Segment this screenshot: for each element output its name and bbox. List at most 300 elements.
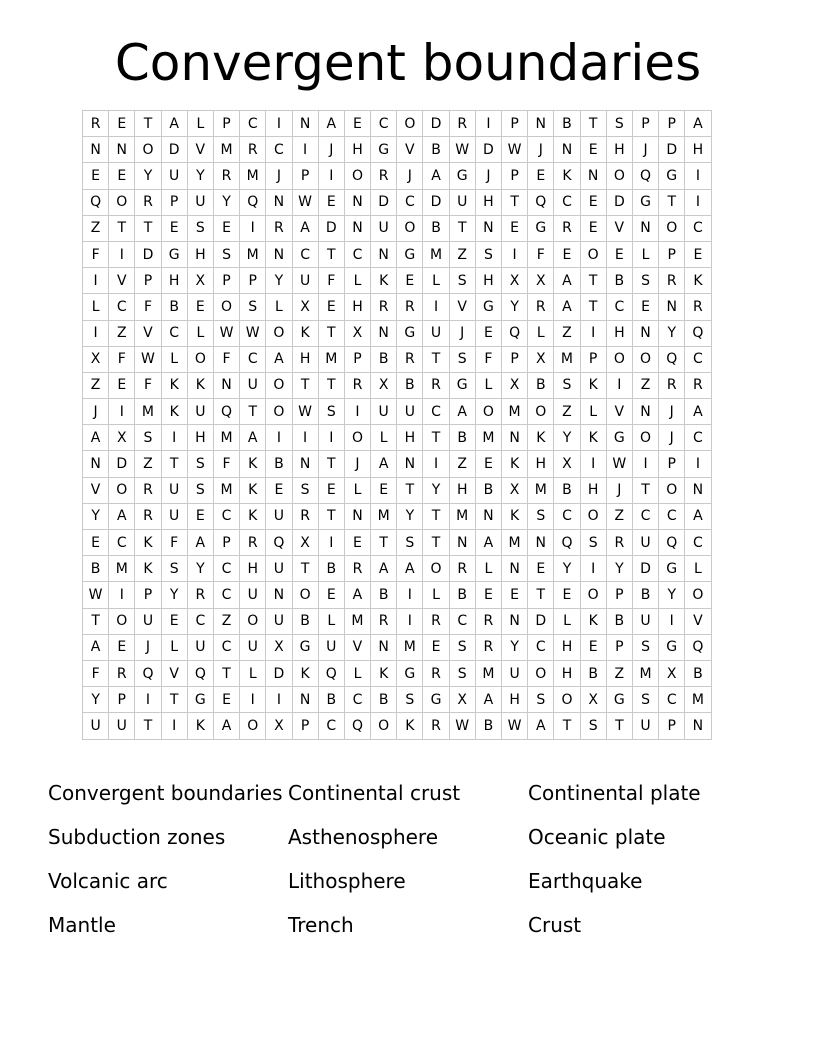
grid-cell: N — [344, 189, 370, 215]
grid-cell: G — [449, 163, 475, 189]
grid-cell: G — [659, 634, 685, 660]
grid-cell: M — [528, 477, 554, 503]
grid-cell: T — [554, 713, 580, 739]
grid-cell: C — [685, 425, 711, 451]
grid-cell: H — [554, 634, 580, 660]
grid-cell: Y — [83, 503, 109, 529]
grid-cell: I — [109, 399, 135, 425]
grid-cell: L — [266, 294, 292, 320]
grid-cell: M — [475, 660, 501, 686]
grid-cell: C — [240, 111, 266, 137]
grid-cell: I — [266, 425, 292, 451]
grid-cell: D — [423, 189, 449, 215]
grid-cell: T — [423, 503, 449, 529]
grid-cell: U — [423, 320, 449, 346]
grid-cell: I — [580, 320, 606, 346]
grid-cell: R — [397, 294, 423, 320]
grid-cell: Y — [266, 268, 292, 294]
grid-cell: U — [266, 503, 292, 529]
grid-cell: Q — [344, 713, 370, 739]
grid-cell: N — [371, 241, 397, 267]
grid-cell: B — [397, 372, 423, 398]
grid-cell: Q — [240, 189, 266, 215]
grid-cell: C — [109, 294, 135, 320]
grid-cell: I — [659, 608, 685, 634]
grid-cell: E — [318, 189, 344, 215]
word-list-item: Volcanic arc — [48, 869, 168, 893]
grid-cell: Z — [449, 241, 475, 267]
grid-row — [83, 608, 712, 634]
grid-cell: P — [606, 582, 632, 608]
grid-cell: G — [659, 556, 685, 582]
grid-cell: Y — [213, 189, 239, 215]
grid-cell: N — [371, 320, 397, 346]
grid-cell: R — [135, 189, 161, 215]
grid-cell: P — [606, 634, 632, 660]
grid-cell: Q — [187, 660, 213, 686]
grid-cell: J — [449, 320, 475, 346]
grid-cell: M — [135, 399, 161, 425]
grid-cell: K — [502, 451, 528, 477]
grid-cell: T — [318, 320, 344, 346]
grid-cell: W — [502, 713, 528, 739]
grid-cell: N — [685, 477, 711, 503]
grid-cell: W — [292, 399, 318, 425]
word-list-item: Continental crust — [288, 781, 461, 805]
grid-cell: Y — [502, 634, 528, 660]
grid-row — [83, 634, 712, 660]
grid-cell: U — [632, 530, 658, 556]
grid-cell: K — [580, 372, 606, 398]
grid-cell: U — [109, 713, 135, 739]
grid-row — [83, 268, 712, 294]
grid-cell: Q — [685, 634, 711, 660]
grid-cell: X — [187, 268, 213, 294]
grid-cell: C — [423, 399, 449, 425]
grid-cell: X — [449, 687, 475, 713]
grid-cell: T — [606, 713, 632, 739]
grid-cell: C — [659, 687, 685, 713]
grid-cell: H — [187, 241, 213, 267]
grid-cell: Y — [161, 582, 187, 608]
grid-cell: H — [606, 320, 632, 346]
grid-cell: H — [685, 137, 711, 163]
grid-cell: K — [240, 477, 266, 503]
grid-cell: O — [266, 372, 292, 398]
grid-cell: O — [344, 425, 370, 451]
grid-cell: Y — [397, 503, 423, 529]
grid-cell: O — [266, 320, 292, 346]
grid-cell: R — [371, 163, 397, 189]
grid-cell: R — [83, 111, 109, 137]
grid-cell: U — [135, 608, 161, 634]
grid-cell: A — [187, 530, 213, 556]
grid-row — [83, 451, 712, 477]
grid-cell: K — [397, 713, 423, 739]
grid-cell: E — [685, 241, 711, 267]
grid-cell: I — [240, 215, 266, 241]
grid-cell: N — [292, 687, 318, 713]
grid-cell: G — [423, 687, 449, 713]
word-list-item: Earthquake — [528, 869, 643, 893]
grid-cell: S — [606, 111, 632, 137]
grid-cell: I — [135, 687, 161, 713]
grid-cell: T — [318, 372, 344, 398]
grid-cell: D — [318, 215, 344, 241]
grid-cell: U — [187, 189, 213, 215]
grid-cell: H — [397, 425, 423, 451]
grid-cell: I — [318, 163, 344, 189]
grid-cell: Q — [685, 320, 711, 346]
grid-cell: O — [292, 582, 318, 608]
grid-cell: R — [423, 608, 449, 634]
grid-cell: L — [423, 582, 449, 608]
grid-cell: O — [187, 346, 213, 372]
grid-cell: H — [606, 137, 632, 163]
grid-cell: O — [135, 137, 161, 163]
grid-cell: C — [240, 346, 266, 372]
grid-cell: A — [423, 163, 449, 189]
grid-cell: M — [554, 346, 580, 372]
grid-cell: P — [240, 268, 266, 294]
grid-cell: G — [187, 687, 213, 713]
grid-cell: B — [423, 137, 449, 163]
grid-cell: V — [606, 215, 632, 241]
grid-cell: D — [135, 241, 161, 267]
grid-cell: K — [502, 503, 528, 529]
grid-cell: Q — [135, 660, 161, 686]
grid-row — [83, 687, 712, 713]
grid-cell: E — [502, 582, 528, 608]
grid-cell: S — [161, 556, 187, 582]
grid-cell: Z — [554, 320, 580, 346]
grid-cell: F — [475, 346, 501, 372]
grid-cell: N — [371, 634, 397, 660]
grid-cell: S — [580, 530, 606, 556]
grid-cell: S — [292, 477, 318, 503]
grid-cell: D — [266, 660, 292, 686]
grid-cell: E — [580, 215, 606, 241]
grid-cell: H — [344, 137, 370, 163]
grid-cell: C — [397, 189, 423, 215]
grid-cell: T — [318, 503, 344, 529]
grid-row — [83, 163, 712, 189]
grid-cell: H — [187, 425, 213, 451]
grid-cell: J — [659, 399, 685, 425]
grid-cell: O — [371, 713, 397, 739]
grid-cell: O — [240, 713, 266, 739]
grid-cell: D — [161, 137, 187, 163]
grid-cell: X — [502, 372, 528, 398]
grid-cell: S — [632, 634, 658, 660]
grid-cell: R — [292, 503, 318, 529]
grid-cell: E — [580, 137, 606, 163]
grid-cell: E — [109, 111, 135, 137]
grid-cell: I — [580, 451, 606, 477]
grid-cell: C — [449, 608, 475, 634]
grid-cell: F — [135, 372, 161, 398]
grid-cell: H — [449, 477, 475, 503]
grid-cell: C — [213, 582, 239, 608]
grid-cell: V — [685, 608, 711, 634]
grid-cell: U — [632, 713, 658, 739]
grid-cell: D — [371, 189, 397, 215]
grid-row — [83, 556, 712, 582]
grid-cell: N — [632, 399, 658, 425]
grid-cell: B — [161, 294, 187, 320]
grid-cell: M — [213, 137, 239, 163]
grid-cell: K — [292, 660, 318, 686]
grid-cell: C — [659, 503, 685, 529]
grid-cell: K — [240, 503, 266, 529]
grid-cell: R — [371, 608, 397, 634]
grid-cell: F — [135, 294, 161, 320]
grid-cell: X — [528, 268, 554, 294]
grid-cell: Q — [266, 530, 292, 556]
grid-cell: C — [266, 137, 292, 163]
grid-cell: K — [187, 713, 213, 739]
grid-cell: J — [659, 425, 685, 451]
grid-cell: L — [161, 634, 187, 660]
grid-cell: C — [213, 634, 239, 660]
grid-cell: E — [109, 163, 135, 189]
grid-cell: E — [606, 241, 632, 267]
grid-cell: E — [213, 215, 239, 241]
grid-cell: U — [240, 634, 266, 660]
grid-cell: G — [528, 215, 554, 241]
grid-cell: S — [187, 477, 213, 503]
grid-cell: V — [109, 268, 135, 294]
grid-cell: J — [528, 137, 554, 163]
grid-cell: I — [292, 425, 318, 451]
grid-cell: U — [502, 660, 528, 686]
grid-cell: B — [449, 582, 475, 608]
grid-cell: G — [606, 425, 632, 451]
grid-cell: T — [423, 530, 449, 556]
grid-cell: D — [109, 451, 135, 477]
page-title: Convergent boundaries — [114, 34, 702, 92]
grid-cell: D — [423, 111, 449, 137]
grid-cell: E — [83, 163, 109, 189]
grid-cell: O — [606, 346, 632, 372]
grid-cell: P — [161, 189, 187, 215]
grid-cell: C — [292, 241, 318, 267]
grid-cell: H — [344, 294, 370, 320]
grid-cell: M — [397, 634, 423, 660]
grid-cell: M — [502, 399, 528, 425]
grid-cell: R — [606, 530, 632, 556]
grid-cell: U — [632, 608, 658, 634]
word-list — [48, 780, 768, 939]
grid-cell: S — [318, 399, 344, 425]
grid-cell: G — [606, 687, 632, 713]
grid-cell: R — [187, 582, 213, 608]
grid-cell: O — [632, 346, 658, 372]
word-list-item: Convergent boundaries — [48, 781, 283, 805]
word-list-item: Crust — [528, 913, 582, 937]
grid-cell: E — [187, 294, 213, 320]
grid-cell: U — [371, 399, 397, 425]
grid-cell: E — [423, 634, 449, 660]
grid-cell: B — [554, 111, 580, 137]
grid-cell: A — [397, 556, 423, 582]
grid-cell: I — [423, 451, 449, 477]
grid-cell: W — [449, 713, 475, 739]
grid-cell: S — [449, 634, 475, 660]
grid-cell: C — [685, 215, 711, 241]
grid-cell: O — [528, 399, 554, 425]
grid-cell: I — [632, 451, 658, 477]
grid-cell: I — [109, 582, 135, 608]
grid-cell: R — [685, 372, 711, 398]
grid-cell: J — [632, 137, 658, 163]
grid-cell: B — [528, 372, 554, 398]
grid-cell: T — [292, 372, 318, 398]
grid-cell: A — [685, 503, 711, 529]
grid-cell: X — [292, 294, 318, 320]
grid-cell: L — [187, 111, 213, 137]
grid-cell: H — [528, 451, 554, 477]
grid-cell: R — [135, 503, 161, 529]
grid-cell: X — [502, 477, 528, 503]
grid-cell: M — [240, 241, 266, 267]
grid-cell: L — [528, 320, 554, 346]
grid-cell: S — [580, 713, 606, 739]
grid-cell: E — [554, 582, 580, 608]
grid-cell: S — [554, 372, 580, 398]
grid-cell: J — [475, 163, 501, 189]
grid-cell: Q — [318, 660, 344, 686]
grid-cell: X — [554, 451, 580, 477]
grid-cell: H — [161, 268, 187, 294]
grid-cell: T — [397, 477, 423, 503]
grid-cell: E — [397, 268, 423, 294]
grid-cell: U — [161, 477, 187, 503]
grid-cell: T — [659, 189, 685, 215]
grid-cell: G — [659, 163, 685, 189]
grid-cell: B — [475, 713, 501, 739]
grid-cell: R — [475, 634, 501, 660]
grid-cell: H — [502, 687, 528, 713]
grid-cell: H — [475, 268, 501, 294]
grid-cell: I — [580, 556, 606, 582]
grid-cell: V — [187, 137, 213, 163]
grid-cell: J — [135, 634, 161, 660]
grid-cell: T — [292, 556, 318, 582]
grid-cell: B — [606, 268, 632, 294]
grid-cell: Q — [632, 163, 658, 189]
grid-cell: O — [632, 425, 658, 451]
grid-cell: V — [83, 477, 109, 503]
grid-cell: N — [344, 215, 370, 241]
grid-cell: X — [266, 634, 292, 660]
grid-cell: T — [528, 582, 554, 608]
grid-cell: T — [240, 399, 266, 425]
grid-cell: R — [266, 215, 292, 241]
grid-cell: N — [632, 320, 658, 346]
grid-cell: N — [528, 111, 554, 137]
grid-cell: N — [632, 215, 658, 241]
grid-cell: I — [423, 294, 449, 320]
grid-cell: D — [632, 556, 658, 582]
grid-cell: T — [318, 451, 344, 477]
grid-cell: I — [344, 399, 370, 425]
grid-cell: E — [344, 530, 370, 556]
grid-cell: W — [240, 320, 266, 346]
grid-cell: U — [292, 268, 318, 294]
word-search-grid — [82, 110, 712, 740]
grid-cell: L — [187, 320, 213, 346]
grid-cell: Q — [213, 399, 239, 425]
grid-cell: U — [266, 608, 292, 634]
grid-cell: C — [554, 503, 580, 529]
grid-cell: S — [475, 241, 501, 267]
grid-cell: P — [502, 163, 528, 189]
grid-cell: L — [344, 660, 370, 686]
grid-cell: K — [135, 556, 161, 582]
grid-cell: N — [266, 189, 292, 215]
grid-cell: I — [685, 451, 711, 477]
grid-cell: Z — [632, 372, 658, 398]
grid-cell: P — [109, 687, 135, 713]
grid-cell: S — [632, 268, 658, 294]
grid-cell: C — [344, 241, 370, 267]
grid-cell: N — [580, 163, 606, 189]
grid-cell: X — [659, 660, 685, 686]
grid-cell: F — [528, 241, 554, 267]
grid-cell: O — [685, 582, 711, 608]
grid-row — [83, 713, 712, 739]
grid-cell: K — [161, 399, 187, 425]
grid-cell: M — [449, 503, 475, 529]
grid-cell: J — [318, 137, 344, 163]
grid-cell: L — [344, 477, 370, 503]
grid-cell: O — [659, 477, 685, 503]
grid-cell: C — [528, 634, 554, 660]
grid-cell: T — [423, 346, 449, 372]
grid-cell: Z — [83, 215, 109, 241]
grid-cell: E — [318, 582, 344, 608]
grid-cell: B — [292, 608, 318, 634]
grid-cell: B — [449, 425, 475, 451]
grid-cell: B — [580, 660, 606, 686]
grid-cell: L — [344, 268, 370, 294]
grid-cell: A — [344, 582, 370, 608]
grid-cell: R — [449, 111, 475, 137]
grid-cell: C — [554, 189, 580, 215]
grid-cell: O — [397, 111, 423, 137]
grid-cell: B — [685, 660, 711, 686]
grid-cell: J — [266, 163, 292, 189]
grid-cell: L — [554, 608, 580, 634]
grid-cell: Z — [83, 372, 109, 398]
grid-cell: W — [213, 320, 239, 346]
grid-cell: R — [423, 713, 449, 739]
grid-cell: D — [606, 189, 632, 215]
grid-cell: P — [502, 346, 528, 372]
grid-cell: L — [318, 608, 344, 634]
grid-cell: P — [292, 713, 318, 739]
grid-cell: I — [161, 425, 187, 451]
grid-cell: B — [266, 451, 292, 477]
grid-cell: P — [213, 268, 239, 294]
grid-cell: B — [318, 687, 344, 713]
grid-cell: X — [292, 530, 318, 556]
word-list-item: Subduction zones — [48, 825, 226, 849]
grid-cell: E — [109, 372, 135, 398]
grid-cell: O — [266, 399, 292, 425]
grid-cell: T — [580, 294, 606, 320]
